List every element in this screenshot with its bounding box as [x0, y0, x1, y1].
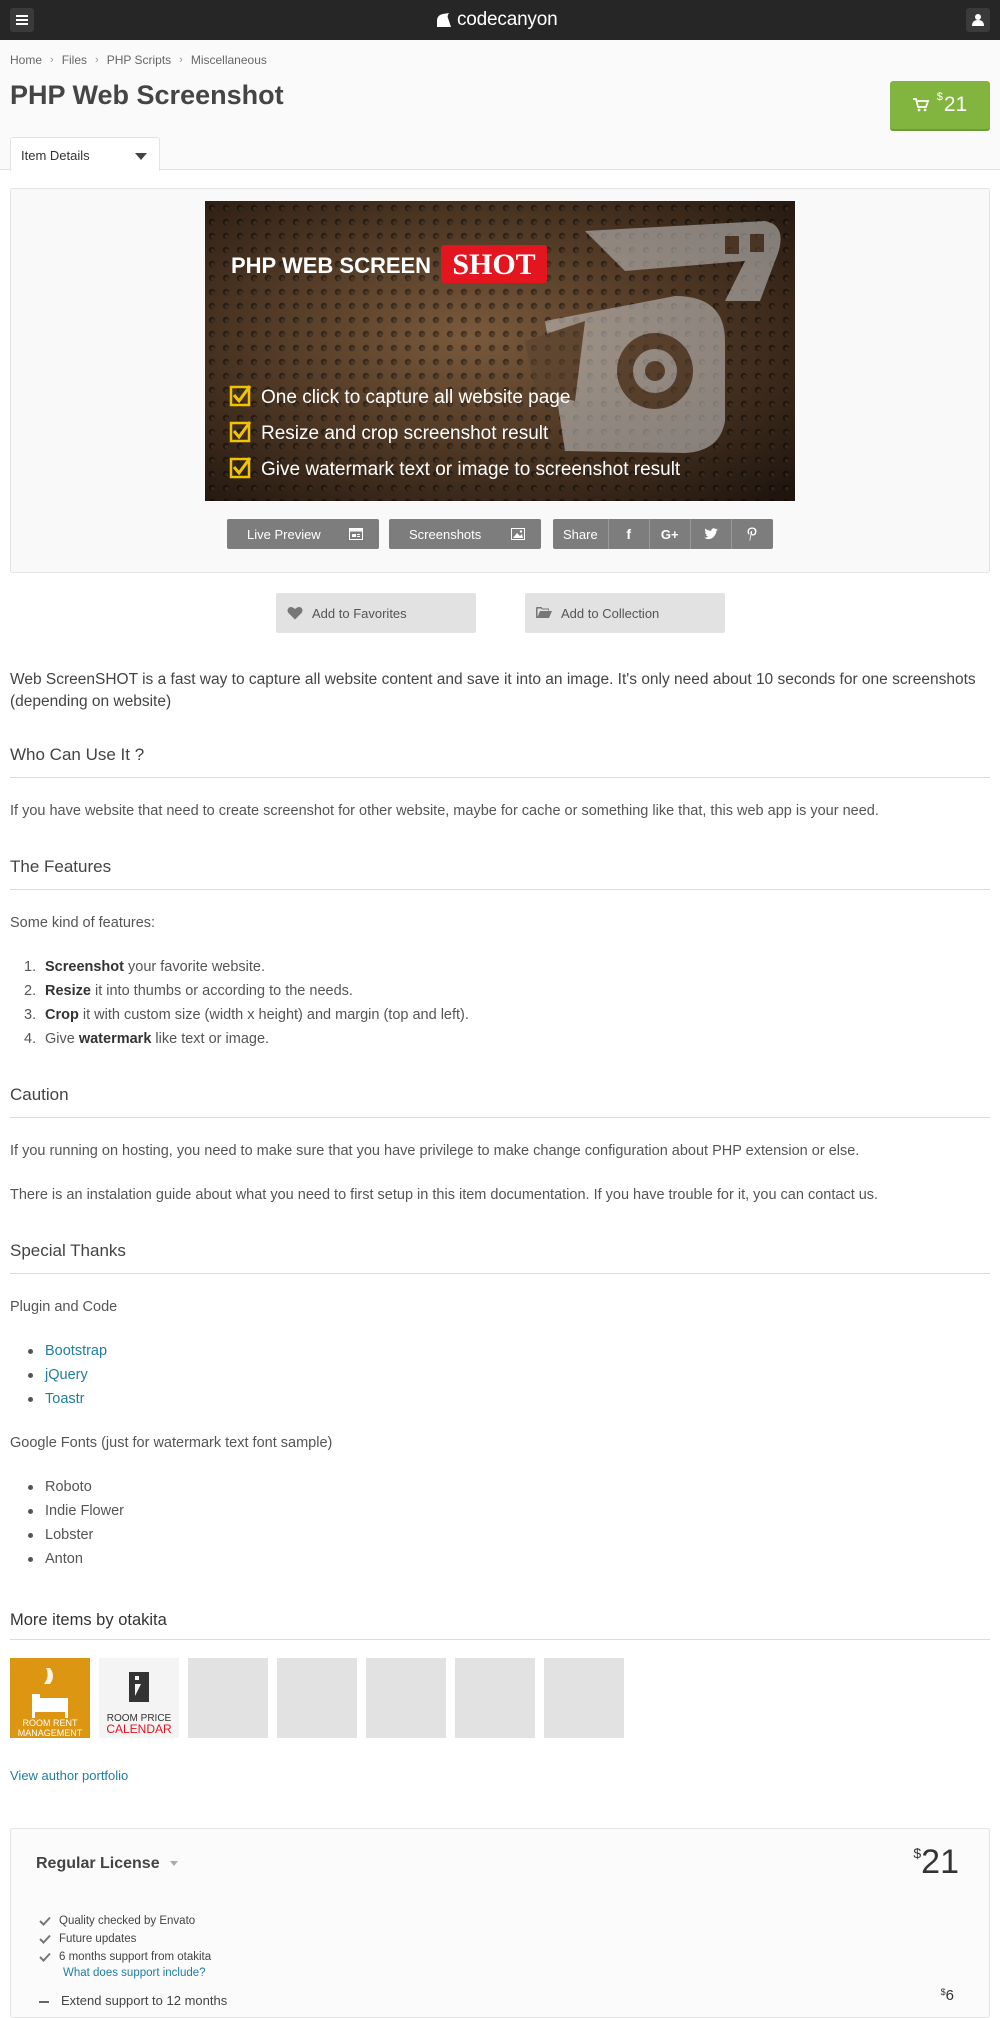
extend-support-label: Extend support to 12 months: [61, 1993, 228, 2008]
license-price: $21: [913, 1843, 959, 1881]
share-pinterest-button[interactable]: [732, 519, 773, 549]
more-items-heading: More items by otakita: [10, 1611, 990, 1640]
list-item: Anton: [10, 1547, 990, 1571]
license-feature: 6 months support from otakita: [39, 1951, 211, 1963]
cart-icon: [913, 98, 929, 112]
banner-title-part1: PHP WEB SCREEN: [231, 253, 432, 278]
caution-heading: Caution: [10, 1085, 990, 1118]
live-preview-label: Live Preview: [247, 526, 321, 542]
item-thumb-room-price[interactable]: [99, 1658, 179, 1738]
add-to-favorites-button[interactable]: [276, 593, 476, 633]
caution-text-2: There is an instalation guide about what you need to first setup in this item documentation. If you have trouble for it, you can contact us.: [10, 1187, 879, 1203]
check-icon: [39, 1952, 51, 1962]
chevron-right-icon: ›: [95, 54, 99, 66]
menu-button[interactable]: [10, 8, 34, 32]
svg-text:ROOM PRICE: ROOM PRICE: [106, 1713, 172, 1724]
features-intro: Some kind of features:: [10, 915, 156, 931]
heart-icon: [287, 606, 303, 620]
screenshots-button[interactable]: [389, 519, 541, 549]
list-item: 1. Screenshot your favorite website.: [24, 959, 266, 975]
banner-feature-1: One click to capture all website page: [261, 387, 571, 408]
check-icon: [39, 1934, 51, 1944]
item-details-select[interactable]: [10, 137, 160, 171]
plugin-and-code-label: Plugin and Code: [10, 1299, 118, 1315]
google-fonts-label: Google Fonts (just for watermark text font sample): [10, 1435, 333, 1451]
chevron-down-icon: [135, 153, 147, 160]
license-select[interactable]: [36, 1855, 178, 1873]
who-can-use-text: If you have website that need to create screenshot for other website, maybe for cache or something like that, this web app is your need.: [10, 803, 879, 819]
list-item: Lobster: [10, 1523, 990, 1547]
banner-feature-3: Give watermark text or image to screenshot result: [261, 459, 681, 480]
list-item: [10, 1363, 990, 1387]
user-icon: [972, 13, 984, 27]
special-thanks-heading: Special Thanks: [10, 1241, 990, 1274]
live-preview-button[interactable]: [227, 519, 379, 549]
item-banner-image[interactable]: [205, 201, 795, 501]
license-panel: [10, 1828, 990, 2018]
chevron-down-icon: [170, 1861, 178, 1866]
features-heading: The Features: [10, 857, 990, 890]
features-list: [10, 955, 990, 1051]
share-label: Share: [553, 519, 609, 549]
share-buttons: [553, 519, 773, 549]
site-logo[interactable]: [435, 8, 557, 32]
pinterest-icon: [747, 527, 757, 541]
item-header: [0, 40, 1000, 170]
twitter-icon: [704, 528, 718, 540]
breadcrumb-home[interactable]: Home: [10, 53, 43, 67]
item-thumb-placeholder[interactable]: [366, 1658, 446, 1738]
support-info-link[interactable]: What does support include?: [63, 1967, 206, 1979]
buy-button[interactable]: [890, 81, 990, 129]
buy-currency: $: [936, 91, 943, 103]
list-item: Roboto: [10, 1475, 990, 1499]
item-thumb-placeholder[interactable]: [188, 1658, 268, 1738]
page-title: PHP Web Screenshot: [10, 80, 284, 110]
banner-feature-2: Resize and crop screenshot result: [261, 423, 549, 444]
plugins-list: [10, 1339, 990, 1411]
add-to-collection-label: Add to Collection: [561, 605, 660, 621]
plugin-link-toastr[interactable]: Toastr: [45, 1391, 85, 1407]
item-thumb-room-rent[interactable]: [10, 1658, 90, 1738]
image-icon: [511, 528, 525, 540]
breadcrumb: [10, 53, 267, 67]
add-to-collection-button[interactable]: [525, 593, 725, 633]
add-to-favorites-label: Add to Favorites: [312, 605, 407, 621]
banner-title-part2: SHOT: [452, 248, 536, 281]
share-google-plus-button[interactable]: G+: [650, 519, 691, 549]
codecanyon-logo-icon: [435, 11, 453, 29]
site-name: codecanyon: [457, 9, 558, 30]
hamburger-icon: [16, 15, 28, 25]
check-icon: [39, 1916, 51, 1926]
item-thumb-placeholder[interactable]: [544, 1658, 624, 1738]
fonts-list: [10, 1475, 990, 1571]
list-item: [10, 1339, 990, 1363]
svg-text:CALENDAR: CALENDAR: [106, 1722, 172, 1736]
item-thumb-placeholder[interactable]: [277, 1658, 357, 1738]
caution-text-1: If you running on hosting, you need to make sure that you have privilege to make change configuration about PHP extension or else.: [10, 1143, 860, 1159]
breadcrumb-files[interactable]: Files: [61, 53, 88, 67]
user-account-button[interactable]: [966, 8, 990, 32]
view-author-portfolio-link[interactable]: View author portfolio: [10, 1768, 129, 1783]
svg-text:ROOM RENT: ROOM RENT: [22, 1718, 78, 1728]
breadcrumb-miscellaneous[interactable]: Miscellaneous: [190, 53, 267, 67]
item-thumb-placeholder[interactable]: [455, 1658, 535, 1738]
preview-actions: [11, 519, 991, 549]
who-can-use-heading: Who Can Use It ?: [10, 745, 990, 778]
list-item: Indie Flower: [10, 1499, 990, 1523]
list-item: [10, 1387, 990, 1411]
share-twitter-button[interactable]: [691, 519, 732, 549]
list-item: 2. Resize it into thumbs or according to the needs.: [24, 983, 353, 999]
buy-price: 21: [943, 93, 968, 116]
list-item: 3. Crop it with custom size (width x height) and margin (top and left).: [24, 1007, 469, 1023]
license-feature: Future updates: [39, 1933, 136, 1945]
share-facebook-button[interactable]: f: [609, 519, 650, 549]
plugin-link-jquery[interactable]: jQuery: [45, 1367, 88, 1383]
browser-window-icon: [349, 528, 363, 540]
item-details-select-label: Item Details: [21, 148, 90, 163]
chevron-right-icon: ›: [50, 54, 54, 66]
extend-support-checkbox[interactable]: [39, 2001, 49, 2003]
svg-text:MANAGEMENT: MANAGEMENT: [17, 1728, 83, 1738]
plugin-link-bootstrap[interactable]: Bootstrap: [45, 1343, 108, 1359]
item-description-intro: Web ScreenSHOT is a fast way to capture all website content and save it into an image. It's only need about 10 seconds for one screenshots (depending on website): [10, 671, 976, 710]
extend-support-price: $6: [940, 1987, 954, 2004]
chevron-right-icon: ›: [179, 54, 183, 66]
folder-open-icon: [536, 606, 552, 619]
list-item: 4. Give watermark like text or image.: [24, 1031, 270, 1047]
top-navbar: [0, 0, 1000, 40]
screenshots-label: Screenshots: [409, 526, 482, 542]
license-name: Regular License: [36, 1855, 160, 1872]
license-feature: Quality checked by Envato: [39, 1915, 195, 1927]
preview-panel: [10, 188, 990, 573]
extend-support-option[interactable]: [39, 1993, 227, 2008]
breadcrumb-php-scripts[interactable]: PHP Scripts: [106, 53, 172, 67]
